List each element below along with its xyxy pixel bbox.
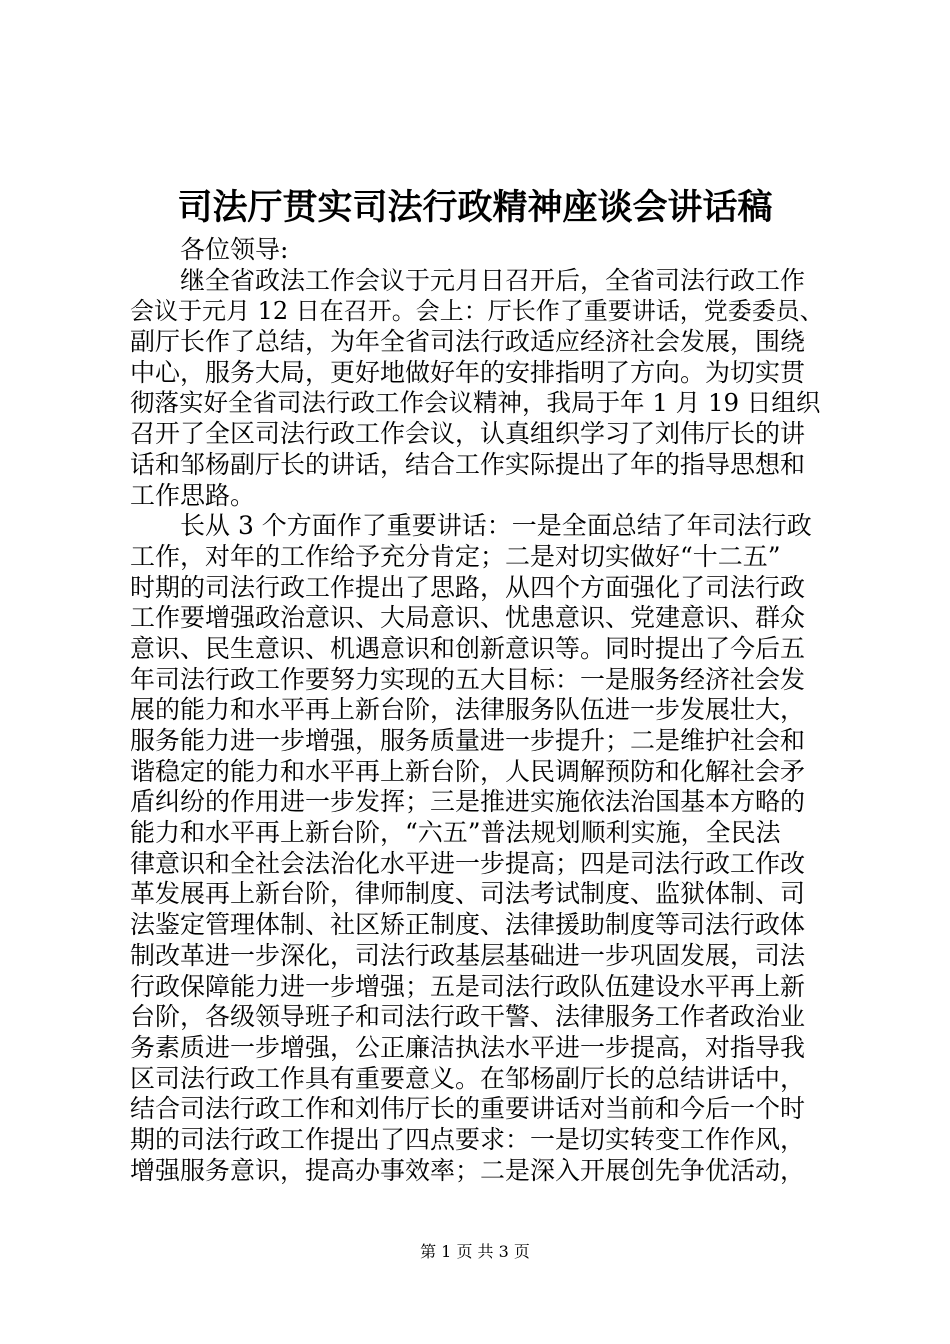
text-line: 各位领导: [180, 235, 289, 264]
text-line: 能力和水平再上新台阶，“六五”普法规划顺利实施，全民法 [130, 818, 781, 848]
text-line: 年司法行政工作要努力实现的五大目标：一是服务经济社会发 [130, 664, 806, 694]
text-line: 服务能力进一步增强，服务质量进一步提升；二是维护社会和 [130, 726, 806, 755]
text-line: 谐稳定的能力和水平再上新台阶，人民调解预防和化解社会矛 [130, 756, 806, 786]
text-line: 增强服务意识，提高办事效率；二是深入开展创先争优活动， [130, 1155, 806, 1185]
text-line: 长从 3 个方面作了重要讲话：一是全面总结了年司法行政 [180, 511, 812, 541]
page-title: 司法厅贯实司法行政精神座谈会讲话稿 [177, 187, 773, 228]
text-line: 工作，对年的工作给予充分肯定；二是对切实做好“十二五” [130, 541, 781, 571]
text-line: 制改革进一步深化，司法行政基层基础进一步巩固发展，司法 [130, 940, 806, 970]
text-line: 结合司法行政工作和刘伟厅长的重要讲话对当前和今后一个时 [130, 1094, 806, 1124]
text-line: 工作思路。 [130, 480, 256, 510]
text-line: 会议于元月 12 日在召开。会上：厅长作了重要讲话，党委委员、 [130, 297, 824, 326]
text-line: 务素质进一步增强，公正廉洁执法水平进一步提高，对指导我 [130, 1032, 806, 1062]
text-line: 期的司法行政工作提出了四点要求：一是切实转变工作作风， [130, 1124, 806, 1154]
text-line: 副厅长作了总结，为年全省司法行政适应经济社会发展，围绕 [130, 327, 806, 357]
page-footer: 第 1 页 共 3 页 [420, 1242, 530, 1261]
text-line: 话和邹杨副厅长的讲话，结合工作实际提出了年的指导思想和 [130, 449, 806, 479]
text-line: 意识、民生意识、机遇意识和创新意识等。同时提出了今后五 [130, 633, 806, 663]
text-line: 中心，服务大局，更好地做好年的安排指明了方向。为切实贯 [130, 357, 806, 387]
text-line: 律意识和全社会法治化水平进一步提高；四是司法行政工作改 [130, 848, 806, 878]
text-line: 法鉴定管理体制、社区矫正制度、法律援助制度等司法行政体 [130, 910, 806, 940]
text-line: 召开了全区司法行政工作会议，认真组织学习了刘伟厅长的讲 [130, 419, 806, 449]
text-line: 区司法行政工作具有重要意义。在邹杨副厅长的总结讲话中， [130, 1063, 806, 1093]
text-line: 工作要增强政治意识、大局意识、忧患意识、党建意识、群众 [130, 603, 806, 633]
text-line: 台阶，各级领导班子和司法行政干警、法律服务工作者政治业 [130, 1002, 806, 1032]
text-line: 展的能力和水平再上新台阶，法律服务队伍进一步发展壮大， [130, 695, 806, 725]
text-line: 时期的司法行政工作提出了思路，从四个方面强化了司法行政 [130, 572, 806, 602]
document-body [130, 235, 823, 1186]
text-line: 彻落实好全省司法行政工作会议精神，我局于年 1 月 19 日组织 [130, 388, 821, 418]
text-line: 行政保障能力进一步增强；五是司法行政队伍建设水平再上新 [130, 971, 806, 1001]
text-line: 革发展再上新台阶，律师制度、司法考试制度、监狱体制、司 [130, 879, 806, 909]
text-line: 继全省政法工作会议于元月日召开后，全省司法行政工作 [180, 265, 806, 295]
text-line: 盾纠纷的作用进一步发挥；三是推进实施依法治国基本方略的 [130, 787, 806, 817]
